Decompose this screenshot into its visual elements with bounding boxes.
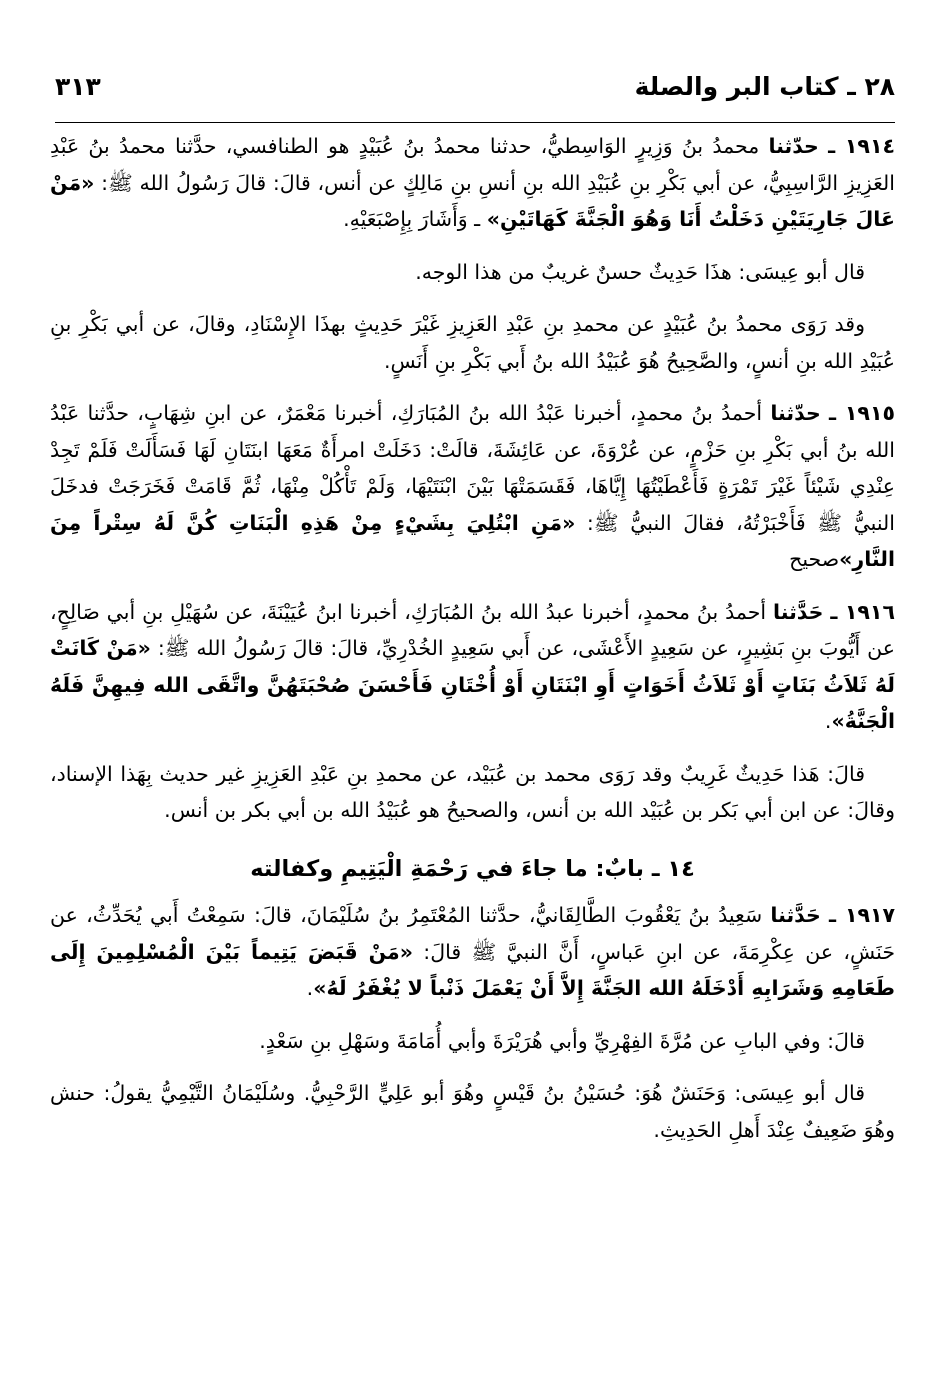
isnad-text: محمدُ بنُ وَزِيرٍ الوَاسِطيُّ، حدثنا محمدُ بنُ عُبَيْدٍ هو الطنافسي، حدَّثنا محمدُ بنُ عَبْدِ العَزِيزِ الرَّاسِبِيُّ، عن أبي بَكْرِ بنِ عُبَيْدِ الله بنِ أنسِ بنِ مَالِكٍ عن أنس، قالَ: قالَ رَسُولُ الله ﷺ: — [50, 134, 895, 195]
page-number: ٣١٣ — [55, 72, 101, 101]
hadith-number: ١٩١٥ ـ — [829, 401, 895, 425]
hadith-quote: «مَنْ عَالَ جَارِيَتَيْنِ دَخَلْتُ أَنَا وَهُوَ الْجَنَّةَ كَهَاتَيْنِ» — [50, 170, 895, 231]
narration-keyword: حدّثنا — [768, 134, 819, 158]
running-header — [55, 62, 895, 123]
commentary-1914-isnad: وقد رَوَى محمدُ بنُ عُبَيْدٍ عن محمدِ بنِ عَبْدِ العَزِيزِ غَيْرَ حَدِيثٍ بهذَا الإِسْنَادِ، وقالَ، عن أبي بَكْرِ بنِ عُبَيْدِ الله بنِ أنسٍ، والصَّحِيحُ هُوَ عُبَيْدُ الله بنُ أَبي بَكْرِ بنِ أَنَسٍ. — [50, 312, 895, 373]
hadith-1915 — [50, 395, 895, 578]
hadith-quote: «مَنِ ابْتُلِيَ بِشَيْءٍ مِنْ هَذِهِ الْبَنَاتِ كُنَّ لَهُ سِتْراً مِنَ النَّارِ» — [50, 510, 895, 571]
hadith-grade: صحيح — [789, 547, 840, 571]
hadith-number: ١٩١٧ ـ — [829, 903, 895, 927]
narration-keyword: حَدَّثنا — [770, 903, 821, 927]
hadith-1914 — [50, 128, 895, 238]
hadith-1916 — [50, 594, 895, 740]
isnad-text: أحمدُ بنُ محمدٍ، أخبرنا عبدُ الله بنُ المُبَارَكِ، أخبرنا ابنُ عُيَيْنَةَ، عن سُهَيْلِ بنِ أبي صَالِحٍ، عن أَيُّوبَ بنِ بَشِيرٍ، عن سَعِيدٍ الأَعْشَى، عن أَبي سَعِيدٍ الخُدْرِيِّ، قالَ: قالَ رَسُولُ الله ﷺ: — [50, 599, 895, 660]
hadith-tail: . — [306, 976, 314, 1000]
section-heading-bab-14: ١٤ ـ بابٌ: ما جاءَ في رَحْمَةِ الْيَتِيمِ وكفالته — [250, 855, 695, 882]
hadith-quote: «مَنْ قَبَضَ يَتِيماً بَيْنَ الْمُسْلِمِينَ إِلَى طَعَامِهِ وَشَرَابِهِ أَدْخَلَهُ الله الجَنَّةَ إِلاَّ أَنْ يَعْمَلَ ذَنْباً لا يُغْفَرُ لَهُ» — [50, 939, 895, 1000]
commentary-1914-grade: قال أبو عِيسَى: هذَا حَدِيثٌ حسنٌ غريبٌ من هذا الوجه. — [415, 259, 865, 284]
isnad-text: أحمدُ بنُ محمدٍ، أخبرنا عَبْدُ الله بنُ المُبَارَكِ، أخبرنا مَعْمَرٌ، عن ابنِ شِهَابٍ، حدَّثنا عَبْدُ الله بنُ أبي بَكْرِ بنِ حَزْمٍ، عن عُرْوَةَ، عن عَائِشَةَ، قالَتْ: دَخَلَتْ امرأَةٌ مَعَهَا ابنَتَانِ لَهَا فَسَأَلَتْ فَلَمْ تَجِدْ عِنْدِي شَيْئاً غَيْرَ تَمْرَةٍ فَأَعْطَيْتُهَا إِيَّاهَا، فَقَسَمَتْهَا بَيْنَ ابْنَتَيْهَا، وَلَمْ تَأْكُلْ مِنْهَا، ثُمَّ قَامَتْ فَخَرَجَتْ فدخَلَ النبيُّ ﷺ فَأَخْبَرْتُهُ، فقالَ النبيُّ ﷺ: — [50, 401, 895, 535]
narration-keyword: حدّثنا — [770, 401, 821, 425]
hadith-quote: «مَنْ كَانَتْ لَهُ ثَلاَثُ بَنَاتٍ أَوْ ثَلاَثُ أَخَوَاتٍ أَوِ ابْنَتَانِ أَوْ أُخْتَانِ فَأَحْسَنَ صُحْبَتَهُنَّ واتَّقَى الله فِيهِنَّ فَلَهُ الْجَنَّةُ» — [50, 636, 895, 733]
hadith-number: ١٩١٦ ـ — [830, 599, 895, 624]
isnad-text: سَعِيدُ بنُ يَعْقُوبَ الطَّالِقَانيُّ، حدَّثنا المُعْتَمِرُ بنُ سُلَيْمَانَ، قالَ: سَمِعْتُ أَبي يُحَدِّثُ، عن حَنَشٍ، عن عِكْرِمَةَ، عن ابنِ عَباسٍ، أَنَّ النبيَّ ﷺ قالَ: — [50, 903, 895, 964]
hadith-tail: ـ وَأَشَارَ بِإِصْبَعَيْهِ. — [343, 207, 487, 231]
commentary-1917-narrator: قال أبو عِيسَى: وَحَنَشٌ هُوَ: حُسَيْنُ بنُ قَيْسٍ وهُوَ أبو عَلِيٍّ الرَّحْبِيُّ. وسُلَيْمَانُ التَّيْمِيُّ يقولُ: حنش وهُوَ ضَعِيفٌ عِنْدَ أَهلِ الحَدِيثِ. — [50, 1081, 895, 1142]
chapter-title: ٢٨ ـ كتاب البر والصلة — [634, 72, 895, 101]
page-body — [50, 128, 895, 1164]
commentary-1916: قالَ: هَذا حَدِيثٌ غَرِيبٌ وقد رَوَى محمد بن عُبَيْد، عن محمدِ بنِ عَبْدِ العَزِيزِ غير حديث بِهَذا الإسناد، وقالَ: عن ابن أبي بَكر بن عُبَيْد الله بن أنس، والصحيحُ هو عُبَيْدُ الله بن أبي بكر بن أنس. — [50, 761, 895, 822]
hadith-tail: . — [824, 709, 832, 733]
hadith-number: ١٩١٤ ـ — [828, 134, 895, 158]
narration-keyword: حَدَّثنا — [773, 599, 824, 624]
commentary-1917-bab: قالَ: وفي البابِ عن مُرَّةَ الفِهْرِيِّ وأبي هُرَيْرَةَ وأبي أُمَامَةَ وسَهْلِ بنِ سَعْدٍ. — [259, 1028, 865, 1053]
hadith-1917 — [50, 897, 895, 1007]
